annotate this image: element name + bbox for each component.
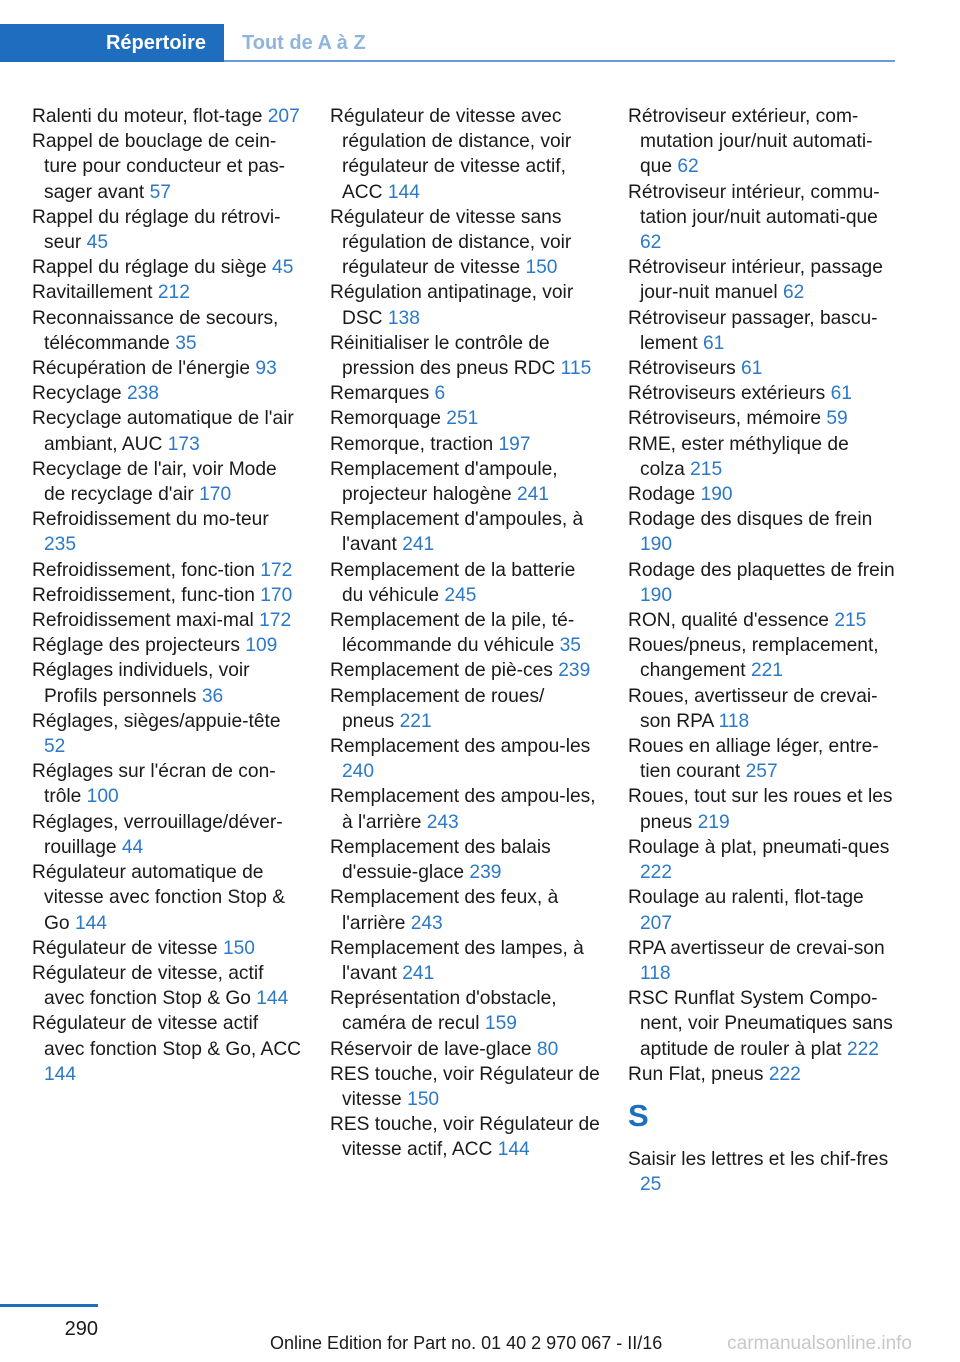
entry-term: Rétroviseurs (628, 358, 736, 380)
index-entry (32, 608, 302, 633)
index-entry (32, 381, 302, 406)
page-link[interactable]: 144 (44, 1063, 77, 1085)
entry-term: Remplacement de la batterie du véhicule (330, 559, 576, 606)
index-entry (32, 1011, 302, 1087)
page-number: 290 (64, 1318, 98, 1340)
entry-term: Remarques (330, 383, 430, 405)
index-entry (330, 280, 600, 330)
index-entry (628, 684, 898, 734)
index-entry (32, 104, 302, 129)
entry-term: Refroidissement, fonc-tion (32, 559, 255, 581)
index-entry (628, 432, 898, 482)
page-link[interactable]: 251 (446, 408, 479, 430)
index-entry (628, 558, 898, 608)
page-link[interactable]: 235 (44, 534, 77, 556)
index-entry (32, 507, 302, 557)
entry-term: RPA avertisseur de crevai-son (628, 937, 885, 959)
entry-term: Rétroviseur passager, bascu-lement (628, 307, 878, 354)
page-link[interactable]: 109 (245, 635, 278, 657)
entry-term: Remplacement d'ampoule, projecteur halogène (330, 458, 558, 506)
index-entry (628, 306, 898, 356)
entry-term: Rétroviseurs, mémoire (628, 408, 821, 430)
page-link[interactable]: 150 (525, 257, 558, 279)
entry-term: Réglages, verrouillage/déver-rouillage (32, 811, 283, 858)
page-link[interactable]: 241 (516, 484, 549, 506)
entry-term: Refroidissement maxi-mal (32, 610, 254, 632)
entry-term: Rétroviseurs extérieurs (628, 383, 826, 405)
index-entry (330, 608, 600, 658)
entry-term: Régulateur de vitesse avec régulation de distance, voir régulateur de vitesse actif, ACC (330, 106, 572, 203)
watermark: carmanualsonline.info (727, 1333, 912, 1354)
page-link[interactable]: 52 (44, 736, 66, 758)
page-link[interactable]: 62 (640, 232, 662, 254)
entry-term: Refroidissement, func-tion (32, 584, 255, 606)
entry-term: Remplacement de piè-ces (330, 660, 553, 682)
page-link[interactable]: 62 (677, 156, 699, 178)
entry-term: Réglages, sièges/appuie-tête (32, 710, 281, 732)
index-entry (330, 558, 600, 608)
index-entry (330, 331, 600, 381)
page-link[interactable]: 243 (410, 912, 443, 934)
page-link[interactable]: 170 (199, 484, 232, 506)
page-link[interactable]: 144 (387, 181, 420, 203)
index-entry (330, 457, 600, 507)
index-entry (32, 129, 302, 205)
index-entry (32, 306, 302, 356)
index-entry (330, 784, 600, 834)
entry-term: Régulateur de vitesse, actif avec fonction Stop & Go (32, 962, 264, 1010)
page-link[interactable]: 222 (640, 862, 673, 884)
page-link[interactable]: 25 (640, 1174, 662, 1196)
page-link[interactable]: 173 (167, 433, 200, 455)
footer-rule (0, 1304, 98, 1307)
edition-note: Online Edition for Part no. 01 40 2 970 067 - II/16 (270, 1333, 663, 1353)
entry-term: Remplacement des lampes, à l'avant (330, 937, 584, 984)
page-link[interactable]: 212 (157, 282, 190, 304)
page-link[interactable]: 35 (559, 635, 581, 657)
entry-term: Rétroviseur intérieur, passage jour-nuit manuel (628, 257, 883, 304)
page-link[interactable]: 144 (497, 1139, 530, 1161)
page-link[interactable]: 172 (260, 559, 293, 581)
index-entry (628, 608, 898, 633)
index-entry (628, 835, 898, 885)
page-link[interactable]: 222 (846, 1038, 879, 1060)
index-entry (330, 986, 600, 1036)
page-link[interactable]: 207 (640, 912, 673, 934)
entry-term: Roues, tout sur les roues et les pneus (628, 786, 893, 833)
page-link[interactable]: 62 (782, 282, 805, 304)
entry-term: Remplacement de roues/ pneus (330, 685, 545, 732)
index-entry (32, 406, 302, 456)
entry-term: Recyclage de l'air, voir Mode de recyclage d'air (32, 458, 277, 506)
index-entry (628, 734, 898, 784)
page-link[interactable]: 93 (255, 358, 277, 380)
entry-term: Refroidissement du mo-teur (32, 509, 269, 531)
entry-term: Rodage des plaquettes de frein (628, 559, 895, 581)
section-letter: S (628, 1097, 649, 1133)
index-entry (32, 810, 302, 860)
page-link[interactable]: 45 (86, 232, 109, 254)
tab-tout-de-a-a-z[interactable]: Tout de A à Z (242, 31, 366, 54)
header-tabs (0, 24, 895, 62)
index-entry (628, 507, 898, 557)
entry-term: Ravitaillement (32, 282, 153, 304)
entry-term: Remplacement des balais d'essuie-glace (330, 836, 551, 884)
index-entry (330, 734, 600, 784)
index-entry (330, 205, 600, 281)
index-entry (628, 255, 898, 305)
index-entry (330, 936, 600, 986)
entry-term: Recyclage automatique de l'air ambiant, AUC (32, 408, 294, 455)
index-entry (628, 356, 898, 381)
entry-term: Remplacement des ampou-les (330, 736, 591, 758)
column-3-entries (628, 104, 898, 1087)
entry-term: Ralenti du moteur, flot-tage (32, 106, 263, 127)
page-link[interactable]: 197 (498, 433, 531, 455)
index-entry (32, 583, 302, 608)
page-link[interactable]: 190 (640, 584, 673, 606)
page-link[interactable]: 239 (469, 862, 502, 884)
index-entry (32, 961, 302, 1011)
entry-term: Remplacement d'ampoules, à l'avant (330, 509, 584, 556)
entry-term: RSC Runflat System Compo-nent, voir Pneumatiques sans aptitude de rouler à plat (628, 988, 893, 1060)
entry-term: Régulateur de vitesse sans régulation de distance, voir régulateur de vitesse (330, 206, 572, 279)
page-link[interactable]: 221 (750, 660, 783, 682)
page-link[interactable]: 150 (407, 1088, 440, 1110)
page-link[interactable]: 118 (718, 710, 750, 732)
index-entry (330, 1062, 600, 1112)
page-link[interactable]: 172 (259, 610, 292, 632)
page-link[interactable]: 215 (690, 458, 723, 480)
entry-term: Rodage des disques de frein (628, 509, 873, 531)
page-link[interactable]: 57 (149, 181, 171, 203)
index-entry (628, 885, 898, 935)
index-entry (330, 1112, 600, 1162)
page-link[interactable]: 238 (126, 383, 159, 405)
index-entry (330, 432, 600, 457)
index-entry (32, 255, 302, 280)
entry-term: Régulateur de vitesse actif avec fonction Stop & Go, ACC (32, 1013, 302, 1060)
page-link[interactable]: 159 (484, 1013, 517, 1035)
header-divider (224, 60, 895, 62)
index-entry (330, 507, 600, 557)
page-link[interactable]: 59 (826, 408, 848, 430)
entry-term: Rappel du réglage du rétrovi-seur (32, 206, 281, 254)
index-entry (330, 381, 600, 406)
entry-term: Roues/pneus, remplacement, changement (628, 635, 879, 682)
entry-term: Rappel du réglage du siège (32, 257, 267, 279)
index-entry (628, 1062, 898, 1087)
page-link[interactable]: 170 (260, 584, 293, 606)
entry-term: Reconnaissance de secours, télécommande (32, 307, 279, 354)
index-entry (32, 280, 302, 305)
page-link[interactable]: 221 (399, 710, 432, 732)
index-entry (628, 104, 898, 180)
index-entry (330, 1037, 600, 1062)
page-link[interactable]: 144 (256, 988, 289, 1010)
entry-term: Représentation d'obstacle, caméra de recul (330, 988, 557, 1035)
page-link[interactable]: 219 (697, 811, 730, 833)
page-link[interactable]: 190 (640, 534, 673, 556)
page-link[interactable]: 61 (741, 358, 763, 380)
entry-term: Rodage (628, 484, 696, 506)
page-link[interactable]: 45 (272, 257, 294, 279)
index-entry (330, 104, 600, 205)
page-link[interactable]: 241 (402, 534, 435, 556)
index-entry (628, 482, 898, 507)
entry-term: Rappel de bouclage de cein-ture pour conducteur et pas-sager avant (32, 131, 286, 203)
page-link[interactable]: 207 (267, 106, 300, 127)
entry-term: Rétroviseur intérieur, commu-tation jour/nuit automati-que (628, 181, 880, 228)
entry-term: Réglages sur l'écran de con-trôle (32, 761, 276, 808)
entry-term: Remplacement des feux, à l'arrière (330, 887, 559, 934)
index-entry (330, 885, 600, 935)
page-link[interactable]: 138 (387, 307, 420, 329)
entry-term: Régulateur de vitesse (32, 937, 218, 959)
index-entry (628, 180, 898, 256)
page-link[interactable]: 240 (342, 761, 375, 783)
index-entry (32, 558, 302, 583)
index-column-3 (628, 104, 898, 1197)
entry-term: RON, qualité d'essence (628, 610, 829, 632)
page-link[interactable]: 245 (444, 584, 477, 606)
entry-term: Roulage au ralenti, flot-tage (628, 887, 864, 909)
index-entry (330, 835, 600, 885)
index-entry (330, 658, 600, 683)
entry-term: Remorque, traction (330, 433, 494, 455)
page-link[interactable]: 61 (702, 332, 725, 354)
index-entry (628, 381, 898, 406)
index-entry (32, 457, 302, 507)
index-entry (628, 633, 898, 683)
index-entry (330, 406, 600, 431)
page-link[interactable]: 80 (536, 1038, 559, 1060)
entry-term: Roues en alliage léger, entre-tien courant (628, 736, 879, 783)
page-link[interactable]: 61 (830, 383, 852, 405)
index-entry (32, 205, 302, 255)
entry-term: Roues, avertisseur de crevai-son RPA (628, 685, 878, 732)
page-link[interactable]: 35 (175, 332, 197, 354)
entry-term: Régulation antipatinage, voir DSC (330, 282, 574, 329)
entry-term: Run Flat, pneus (628, 1063, 764, 1085)
page-link[interactable]: 100 (86, 786, 119, 808)
index-entry (628, 936, 898, 986)
index-entry (628, 1147, 898, 1197)
entry-term: Rétroviseur extérieur, com-mutation jour/nuit automati-que (628, 106, 873, 178)
index-entry (32, 860, 302, 936)
index-entry (32, 356, 302, 381)
tab-repertoire[interactable]: Répertoire (0, 24, 224, 62)
index-entry (32, 658, 302, 708)
index-column-1 (32, 104, 302, 1087)
entry-term: Réservoir de lave-glace (330, 1038, 532, 1060)
index-entry (32, 633, 302, 658)
page-link[interactable]: 215 (834, 610, 867, 632)
page-link[interactable]: 115 (560, 358, 592, 380)
entry-term: Roulage à plat, pneumati-ques (628, 836, 890, 858)
entry-term: RES touche, voir Régulateur de vitesse actif, ACC (330, 1114, 600, 1161)
page-link[interactable]: 190 (700, 484, 733, 506)
index-entry (628, 784, 898, 834)
page-link[interactable]: 36 (201, 685, 224, 707)
page-link[interactable]: 6 (434, 383, 446, 405)
page-link[interactable]: 44 (121, 836, 144, 858)
entry-term: Saisir les lettres et les chif-fres (628, 1148, 889, 1170)
entry-term: Réglages individuels, voir Profils personnels (32, 660, 250, 707)
index-entry (32, 759, 302, 809)
page-link[interactable]: 150 (222, 937, 255, 959)
page-link[interactable]: 257 (745, 761, 778, 783)
index-entry (32, 936, 302, 961)
index-entry (330, 684, 600, 734)
section-s-entries (628, 1147, 898, 1197)
page-link[interactable]: 222 (768, 1063, 801, 1085)
index-entry (628, 986, 898, 1062)
page-link[interactable]: 239 (558, 660, 591, 682)
entry-term: Remorquage (330, 408, 441, 430)
entry-term: Récupération de l'énergie (32, 358, 251, 380)
entry-term: Recyclage (32, 383, 122, 405)
index-entry (32, 709, 302, 759)
entry-term: Régulateur automatique de vitesse avec fonction Stop & Go (32, 862, 286, 934)
index-column-2 (330, 104, 600, 1163)
page-link[interactable]: 144 (74, 912, 107, 934)
entry-term: Réinitialiser le contrôle de pression des pneus RDC (330, 332, 556, 380)
page-link[interactable]: 118 (640, 962, 671, 984)
entry-term: Réglage des projecteurs (32, 635, 240, 657)
page-link[interactable]: 243 (426, 811, 459, 833)
page-link[interactable]: 241 (402, 962, 435, 984)
entry-term: RES touche, voir Régulateur de vitesse (330, 1063, 600, 1110)
entry-term: Remplacement de la pile, té-lécommande du véhicule (330, 610, 575, 657)
entry-term: Remplacement des ampou-les, à l'arrière (330, 786, 596, 833)
index-entry (628, 406, 898, 431)
entry-term: RME, ester méthylique de colza (628, 433, 849, 480)
